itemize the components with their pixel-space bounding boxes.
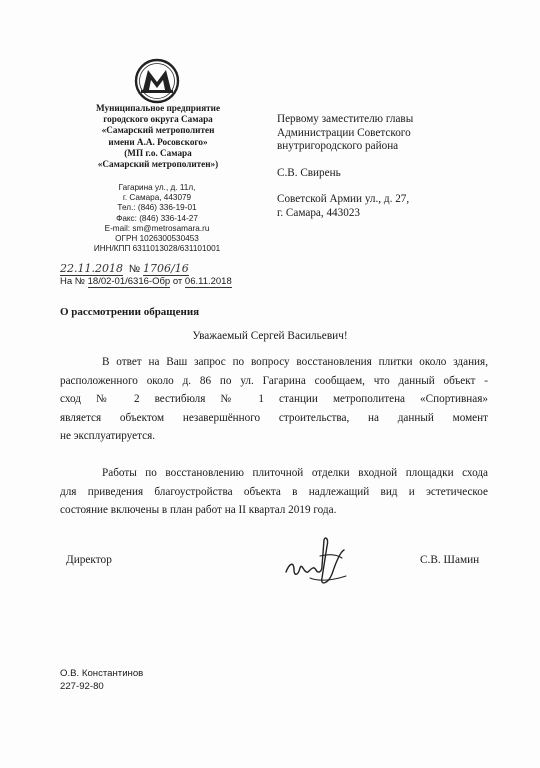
letter-greeting: Уважаемый Сергей Васильевич! — [192, 330, 348, 342]
paragraph-line: сход № 2 вестибюля № 1 станции метрополитена «Спортивная» — [60, 393, 488, 405]
org-line: городского округа Самара — [103, 114, 213, 125]
executor-phone: 227-92-80 — [60, 680, 104, 692]
addressee-address: Советской Армии ул., д. 27, — [277, 193, 410, 205]
contact-ogrn: ОГРН 1026300530453 — [115, 234, 199, 244]
paragraph-line: состояние включены в план работ на II квартал 2019 года. — [60, 504, 337, 516]
reply-number: 18/02-01/6316-Обр — [87, 276, 171, 287]
addressee-position: Администрации Советского — [277, 126, 411, 139]
signatory-title: Директор — [66, 554, 112, 566]
reply-from: от — [172, 276, 183, 287]
paragraph-line: расположенного около д. 86 по ул. Гагарина сообщаем, что данный объект - — [60, 374, 488, 387]
addressee-name: С.В. Свирень — [277, 166, 341, 179]
signatory-name: С.В. Шамин — [420, 554, 480, 566]
outgoing-number: 1706/16 — [143, 262, 189, 275]
paragraph-line: Работы по восстановлению плиточной отделки входной площадки схода — [102, 467, 488, 479]
letter-subject: О рассмотрении обращения — [60, 306, 200, 318]
contact-city: г. Самара, 443079 — [122, 193, 192, 203]
number-sign: № — [128, 263, 141, 275]
executor-name: О.В. Константинов — [60, 668, 144, 679]
contact-email: E-mail: sm@metrosamara.ru — [104, 223, 210, 233]
org-line: имени А.А. Росовского» — [108, 136, 208, 147]
paragraph-line: не эксплуатируется. — [60, 430, 156, 442]
contact-address: Гагарина ул., д. 11л, — [118, 183, 196, 192]
paragraph-line: В ответ на Ваш запрос по вопросу восстановления плитки около здания, — [102, 356, 488, 368]
org-line: «Самарский метрополитен») — [97, 159, 219, 170]
body-paragraph-1 — [60, 353, 488, 446]
contact-inn: ИНН/КПП 6311013028/631101001 — [93, 244, 221, 254]
org-line: «Самарский метрополитен — [101, 125, 215, 136]
incoming-reference — [60, 276, 232, 287]
outgoing-date: 22.11.2018 — [60, 262, 123, 275]
addressee-position: внутригородского района — [277, 140, 399, 152]
contact-phone: Тел.: (846) 336-19-01 — [117, 203, 197, 213]
handwritten-signature-icon — [280, 532, 360, 588]
addressee-address: г. Самара, 443023 — [277, 206, 361, 219]
paragraph-line: является объектом незавершённого строительства, на данный момент — [60, 411, 488, 424]
outgoing-registration — [60, 262, 189, 275]
addressee-position: Первому заместителю главы — [277, 113, 414, 125]
contact-fax: Факс: (846) 336-14-27 — [116, 213, 198, 223]
paragraph-line: для приведения благоустройства объекта в надлежащий вид и эстетическое — [60, 485, 488, 498]
executor-info — [60, 668, 143, 693]
organization-name — [78, 103, 238, 170]
metro-logo-icon — [132, 58, 182, 104]
organization-contacts — [92, 183, 222, 254]
addressee-block — [277, 113, 517, 220]
reply-date: 06.11.2018 — [184, 276, 232, 287]
org-line: (МП г.о. Самара — [124, 147, 192, 158]
body-paragraph-2 — [60, 464, 488, 520]
reply-prefix: На № — [60, 276, 85, 287]
org-line: Муниципальное предприятие — [95, 103, 221, 113]
